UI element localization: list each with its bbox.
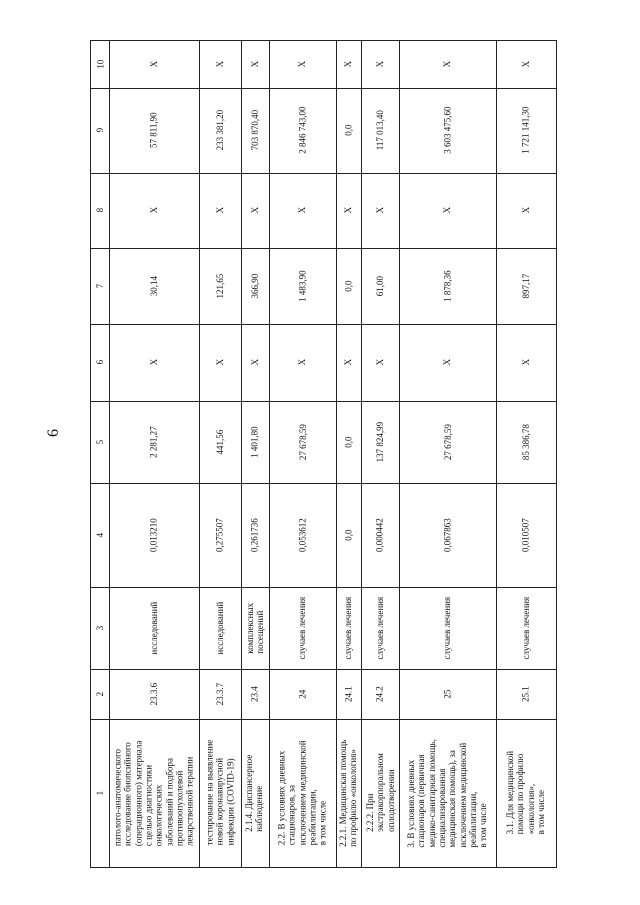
table-cell <box>336 324 361 401</box>
table-header-cell <box>91 88 109 173</box>
table-cell-text: X <box>297 61 308 68</box>
table-cell-text: X <box>297 359 308 366</box>
table-cell <box>109 719 199 867</box>
table-cell-text: 897,17 <box>520 273 531 299</box>
table-cell <box>241 324 269 401</box>
table-cell-text: 25 <box>442 689 453 699</box>
table-header-cell <box>91 173 109 248</box>
table-cell <box>336 401 361 483</box>
table-cell <box>496 248 556 324</box>
table-cell-text: 30,14 <box>148 275 159 297</box>
table-cell-text: патолого-анатомического исследование биопсийного (операционного) материала с целью диагностики онкологических заболеваний и подбора противоопухолевой лекарственной терапии <box>112 740 196 846</box>
table-cell-text: X <box>214 359 225 366</box>
table-cell <box>361 173 399 248</box>
table-cell-text: 0,013210 <box>148 518 159 552</box>
table-cell <box>361 669 399 719</box>
table-cell <box>496 587 556 669</box>
table-header-cell-text: 10 <box>94 60 105 69</box>
table-cell <box>361 483 399 587</box>
table-cell-text: 117 013,40 <box>374 110 385 151</box>
table-cell-text: 233 381,20 <box>214 110 225 151</box>
table-cell-text: 27 678,59 <box>297 424 308 460</box>
table-cell <box>199 483 241 587</box>
table-cell-text: 1 483,90 <box>297 270 308 302</box>
table-cell-text: тестирование на выявление новой коронавирусной инфекции (COVID-19) <box>204 740 236 846</box>
table-cell-text: 0,000442 <box>374 518 385 552</box>
table-cell <box>199 248 241 324</box>
table-cell-text: случаев лечения <box>297 596 308 660</box>
table-cell <box>399 587 496 669</box>
table-header-cell-text: 9 <box>94 128 105 133</box>
table-cell-text: X <box>148 207 159 214</box>
table-cell-text: 0,053612 <box>297 518 308 552</box>
table-header-cell <box>91 324 109 401</box>
table-cell-text: X <box>374 359 385 366</box>
table-cell-text: X <box>442 359 453 366</box>
table-cell-text: 0,275507 <box>214 518 225 552</box>
table-cell <box>399 401 496 483</box>
table-cell-text: 0,261736 <box>249 518 260 552</box>
table-cell-text: 703 870,40 <box>249 110 260 151</box>
table-header-cell <box>91 483 109 587</box>
table-cell-text: 0,0 <box>343 529 354 541</box>
table-cell-text: 121,65 <box>214 273 225 299</box>
table-cell <box>199 88 241 173</box>
table-cell <box>336 719 361 867</box>
table-cell-text: случаев лечения <box>442 596 453 660</box>
table-cell <box>269 173 336 248</box>
table-cell <box>269 483 336 587</box>
table-cell <box>109 41 199 88</box>
table-cell <box>199 324 241 401</box>
table-cell <box>241 719 269 867</box>
table-cell <box>269 248 336 324</box>
table-cell-text: X <box>148 61 159 68</box>
table-cell-text: 0,010507 <box>520 518 531 552</box>
table-cell <box>199 401 241 483</box>
table-cell <box>241 41 269 88</box>
table-cell <box>496 324 556 401</box>
table-cell <box>269 401 336 483</box>
table-cell-text: X <box>214 61 225 68</box>
table-cell <box>336 248 361 324</box>
table-cell-text: 61,00 <box>374 275 385 297</box>
table-cell-text: 2 846 743,00 <box>297 106 308 155</box>
table-cell-text: X <box>214 207 225 214</box>
table-header-cell-text: 1 <box>94 790 105 796</box>
table-cell <box>399 248 496 324</box>
table-cell-text: 2.2. В условиях дневных стационаров, за исключением медицинской реабилитации, в том числе <box>276 740 329 846</box>
table-cell-text: X <box>249 61 260 68</box>
table-cell <box>109 483 199 587</box>
table-header-cell-text: 3 <box>94 625 105 631</box>
table-cell <box>361 719 399 867</box>
table-cell <box>399 324 496 401</box>
table-cell-text: 441,56 <box>214 429 225 455</box>
table-cell-text: 0,0 <box>343 280 354 292</box>
table-cell <box>399 173 496 248</box>
table-cell-text: 24 <box>297 689 308 699</box>
table-header-cell-text: 7 <box>94 283 105 289</box>
table-cell <box>361 88 399 173</box>
table-cell <box>399 719 496 867</box>
table-header-cell <box>91 669 109 719</box>
table-cell-text: X <box>520 359 531 366</box>
table-cell <box>336 669 361 719</box>
table-cell <box>269 669 336 719</box>
table-cell <box>496 401 556 483</box>
table-cell <box>269 41 336 88</box>
table-cell-text: 366,90 <box>249 273 260 299</box>
table-cell <box>399 41 496 88</box>
table-cell <box>199 719 241 867</box>
table-cell-text: X <box>343 359 354 366</box>
table-cell <box>109 173 199 248</box>
table-cell <box>241 173 269 248</box>
page-number <box>45 413 75 453</box>
table-cell-text: 3. В условиях дневных стационаров (первичная медико-санитарная помощь, специализированная медицинская помощь), за исключением медицинской реабилитации, в том числе <box>406 738 489 848</box>
table-cell-text: X <box>297 207 308 214</box>
table-cell-text: X <box>249 207 260 214</box>
table-cell-text: X <box>374 61 385 68</box>
table-cell <box>496 173 556 248</box>
table-cell-text: X <box>442 207 453 214</box>
table-cell-text: исследований <box>148 601 159 655</box>
data-table <box>90 40 557 868</box>
table-cell <box>361 248 399 324</box>
table-cell <box>399 483 496 587</box>
table-cell-text: 27 678,59 <box>442 424 453 460</box>
table-cell <box>109 587 199 669</box>
table-cell <box>336 483 361 587</box>
table-cell <box>399 669 496 719</box>
table-cell-text: 2.1.4. Диспансерное наблюдение <box>244 754 266 832</box>
table-cell-text: 1 721 141,30 <box>520 106 531 155</box>
table-header-cell <box>91 401 109 483</box>
table-cell <box>241 587 269 669</box>
table-cell-text: 1 878,36 <box>442 270 453 302</box>
table-cell <box>241 483 269 587</box>
table-cell <box>269 587 336 669</box>
table-cell <box>269 324 336 401</box>
table-header-cell-text: 5 <box>94 439 105 445</box>
table-cell-text: случаев лечения <box>374 596 385 660</box>
table-cell <box>496 669 556 719</box>
page-number-text: 6 <box>45 429 62 437</box>
table-header-cell <box>91 248 109 324</box>
table-cell <box>336 88 361 173</box>
table-cell-text: X <box>249 359 260 366</box>
table-cell-text: исследований <box>214 601 225 655</box>
table-cell <box>241 88 269 173</box>
table-cell-text: 23.3.6 <box>148 682 159 706</box>
table-cell <box>361 324 399 401</box>
table-cell-text: 85 386,78 <box>520 424 531 460</box>
table-cell <box>199 669 241 719</box>
table-cell-text: 137 824,99 <box>374 421 385 463</box>
table-cell <box>496 88 556 173</box>
table-cell <box>496 483 556 587</box>
table-cell-text: 2.2.1. Медицинская помощь по профилю «онкология» <box>338 739 359 847</box>
table-cell-text: случаев лечения <box>520 596 531 660</box>
table-cell-text: случаев лечения <box>343 596 354 660</box>
table-cell <box>336 41 361 88</box>
table-cell <box>269 88 336 173</box>
table-header-cell <box>91 719 109 867</box>
table-header-cell-text: 8 <box>94 208 105 213</box>
table-cell-text: 2 281,27 <box>148 426 159 458</box>
table-cell-text: X <box>374 207 385 214</box>
table-cell <box>109 248 199 324</box>
table-cell <box>336 173 361 248</box>
table-cell <box>269 719 336 867</box>
table-cell <box>109 669 199 719</box>
table-cell <box>199 41 241 88</box>
table-cell <box>199 173 241 248</box>
table-cell-text: X <box>520 207 531 214</box>
table-header-cell <box>91 41 109 88</box>
table-cell-text: 3.1. Для медицинской помощи по профилю «онкология», в том числе <box>505 751 547 835</box>
table-cell <box>109 88 199 173</box>
table-cell-text: 24.2 <box>374 686 385 702</box>
table-cell <box>109 324 199 401</box>
table-cell-text: 3 603 475,60 <box>442 106 453 155</box>
table-header-cell-text: 4 <box>94 532 105 538</box>
table-cell-text: 0,067863 <box>442 518 453 552</box>
table-cell <box>496 719 556 867</box>
table-header-cell-text: 2 <box>94 691 105 697</box>
table-cell <box>241 401 269 483</box>
table-cell-text: X <box>343 61 354 68</box>
table-cell <box>336 587 361 669</box>
table-header-cell-text: 6 <box>94 360 105 365</box>
table-cell-text: 24.1 <box>343 686 354 702</box>
table-cell-text: 0,0 <box>343 436 354 448</box>
table-cell <box>109 401 199 483</box>
table-cell <box>496 41 556 88</box>
table-cell-text: 2.2.2. При экстракорпоральном оплодотворении <box>364 753 396 833</box>
table-cell <box>399 88 496 173</box>
table-cell <box>361 41 399 88</box>
table-cell-text: 25.1 <box>520 686 531 702</box>
table-cell-text: комплексных посещений <box>244 602 265 654</box>
table-cell-text: X <box>520 61 531 68</box>
table-cell-text: 1 401,80 <box>249 426 260 458</box>
table-cell <box>241 669 269 719</box>
table-cell-text: X <box>442 61 453 68</box>
table-header-cell <box>91 587 109 669</box>
table-cell-text: 57 811,90 <box>148 112 159 149</box>
table-cell <box>199 587 241 669</box>
table-cell-text: 23.3.7 <box>214 682 225 706</box>
table-cell <box>361 401 399 483</box>
table-cell-text: 0,0 <box>343 124 354 137</box>
table-cell-text: 23.4 <box>249 686 260 702</box>
table-cell-text: X <box>343 207 354 214</box>
table-cell <box>241 248 269 324</box>
table-cell <box>361 587 399 669</box>
table-cell-text: X <box>148 359 159 366</box>
